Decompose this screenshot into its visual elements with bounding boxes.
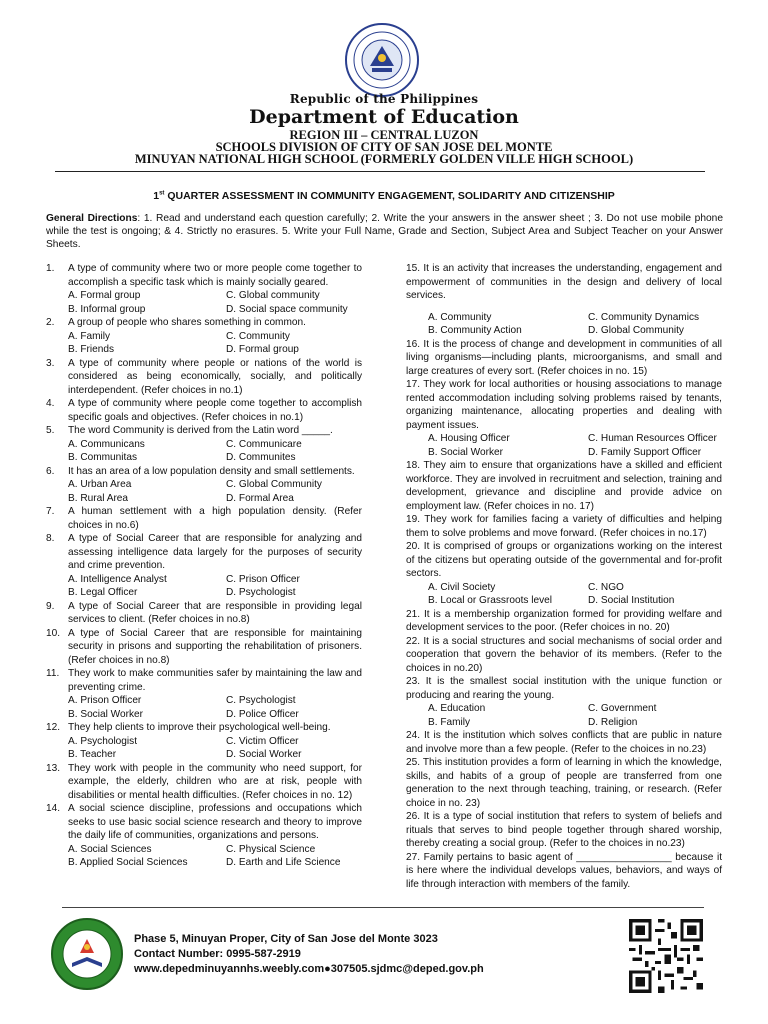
choice-option: D. Communites (226, 452, 296, 463)
choice-option: C. Community (226, 330, 290, 342)
header-divider (55, 171, 705, 172)
choice-option: A. Intelligence Analyst (68, 573, 167, 585)
choices-12-row-1 (46, 735, 362, 749)
choices-15-row-2: B. Community Action D. Global Community (428, 325, 684, 336)
choice-option: B. Legal Officer (68, 587, 138, 598)
choice-option: D. Psychologist (226, 587, 296, 598)
question-number: 8. (46, 533, 55, 544)
question-text: A type of community where people come together to accomplish specific goals and objectives. (Refer choices in no.1) (68, 398, 362, 423)
choice-option: C. Global community (226, 290, 320, 301)
choice-option: B. Informal group (68, 303, 146, 315)
footer-divider (62, 907, 704, 908)
choices-20-row-1: A. Civil Society C. NGO (428, 581, 624, 593)
question-number: 14. (46, 803, 61, 814)
question-number: 3. (46, 357, 55, 369)
question-18: 18. They aim to ensure that organizations have a skilled and efficient workforce. They are involved in recruitment and selection, training and development, grievance and discipline and provide advice on employment law. (Refer choices in no. 17) (406, 460, 722, 512)
question-17: 17. They work for local authorities or housing associations to manage rented accommodation including solving problems raised by tenants, organizing maintenance, allocating properties and dealing with payment issues. (406, 379, 722, 431)
question-number: 2. (46, 317, 55, 328)
choices-1-row-1 (46, 289, 362, 303)
question-11 (46, 667, 362, 694)
question-8 (46, 532, 362, 573)
question-10 (46, 627, 362, 668)
question-number: 4. (46, 398, 55, 409)
question-26: 26. It is a type of social institution that refers to system of beliefs and rituals that serves to bind people together through shared worship, thereby creating a social group. (Refer to the choices in no.23) (406, 811, 722, 849)
question-text: They work to make communities safer by maintaining the law and preventing crime. (68, 668, 362, 693)
question-7 (46, 505, 362, 532)
choice-option: C. Victim Officer (226, 735, 299, 747)
right-question-column (406, 262, 722, 891)
choice-option: A. Formal group (68, 290, 141, 301)
choice-option: D. Formal group (226, 344, 299, 355)
question-24: 24. It is the institution which solves conflicts that are public in nature and involve more than a few people. (Refer to the choices in no.23) (406, 730, 722, 755)
choices-11-row-2 (46, 708, 362, 722)
choices-20-row-2: B. Local or Grassroots level D. Social Institution (428, 595, 675, 606)
school-logo-icon (50, 917, 124, 991)
question-14 (46, 802, 362, 843)
question-1 (46, 262, 362, 289)
choice-option: B. Friends (68, 344, 114, 355)
question-5 (46, 424, 362, 438)
question-20: 20. It is comprised of groups or organizations working on the interest of the citizens but operating outside of the governmental and for-profit sectors. (406, 541, 722, 579)
choice-option: B. Applied Social Sciences (68, 857, 188, 868)
choices-14-row-2 (46, 856, 362, 870)
choice-option: A. Prison Officer (68, 695, 142, 706)
choices-5-row-1 (46, 438, 362, 452)
question-22: 22. It is a social structures and social mechanisms of social order and cooperation that govern the behavior of its members. (Refer to the choices in no.20) (406, 635, 722, 674)
choice-option: B. Rural Area (68, 492, 129, 504)
question-2 (46, 316, 362, 330)
choice-option: A. Family (68, 330, 111, 342)
choices-17-row-1: A. Housing Officer C. Human Resources Officer (428, 433, 717, 444)
question-4 (46, 397, 362, 424)
choice-option: A. Communicans (68, 438, 145, 450)
choice-option: B. Communitas (68, 452, 137, 463)
choices-15-row-1: A. Community C. Community Dynamics (428, 311, 700, 323)
question-12 (46, 721, 362, 735)
question-23: 23. It is the smallest social institution with the unique function or producing and rearing the young. (406, 676, 722, 701)
choices-1-row-2 (46, 303, 362, 317)
question-number: 12. (46, 722, 61, 733)
question-text: A type of Social Career that are responsible for analyzing and assessing intelligence data largely for the purposes of security and crime prevention. (68, 533, 362, 571)
left-question-column (46, 262, 362, 870)
question-16: 16. It is the process of change and development in communities of all living organisms—including plants, microorganisms, and small and large creatures of every sort. (Refer choices in no. 15) (406, 338, 722, 377)
question-number: 13. (46, 762, 61, 774)
question-text: A type of Social Career that are responsible in providing legal services to client. (Refer choices in no.8) (68, 600, 362, 625)
choice-option: C. Communicare (226, 438, 302, 450)
question-text: A group of people who shares something in common. (68, 317, 306, 328)
choices-6-row-2 (46, 492, 362, 506)
division-heading: SCHOOLS DIVISION OF CITY OF SAN JOSE DEL MONTE (215, 140, 553, 154)
footer-address: Phase 5, Minuyan Proper, City of San Jose del Monte 3023 (134, 933, 438, 945)
choice-option: D. Police Officer (226, 708, 299, 720)
question-9 (46, 600, 362, 627)
school-heading: MINUYAN NATIONAL HIGH SCHOOL (FORMERLY GOLDEN VILLE HIGH SCHOOL) (134, 152, 634, 166)
choices-23-row-2: B. Family D. Religion (428, 716, 638, 728)
question-text: A social science discipline, professions and occupations which seeks to use basic social science research and theory to improve the daily life of communities, organizations and persons. (68, 803, 362, 841)
question-number: 9. (46, 600, 55, 612)
choice-option: A. Psychologist (68, 735, 138, 747)
question-text: A type of community where two or more people come together to accomplish a specific task which is mainly socially geared. (68, 263, 362, 288)
choice-option: D. Formal Area (226, 492, 294, 504)
choice-option: C. Global Community (226, 479, 322, 490)
question-text: They work with people in the community who need support, for example, the elderly, children who are at risk, people with disabilities or mental health difficulties. (Refer choices in no. 12) (68, 762, 362, 801)
choice-option: D. Social space community (226, 303, 348, 315)
choices-8-row-2 (46, 586, 362, 600)
question-number: 5. (46, 425, 55, 436)
footer-contact: Contact Number: 0995-587-2919 (134, 948, 301, 960)
department-heading: Department of Education (249, 106, 519, 128)
question-text: A type of Social Career that are responsible for maintaining security in prisons and supporting the rehabilitation of prisoners. (Refer choices in no.8) (68, 627, 362, 666)
region-heading: REGION III – CENTRAL LUZON (289, 128, 479, 142)
choice-option: C. Prison Officer (226, 573, 300, 585)
choice-option: C. Psychologist (226, 695, 296, 706)
question-13 (46, 762, 362, 803)
choice-option: A. Urban Area (68, 479, 132, 490)
choices-2-row-2 (46, 343, 362, 357)
assessment-title: 1st QUARTER ASSESSMENT IN COMMUNITY ENGAGEMENT, SOLIDARITY AND CITIZENSHIP (153, 190, 615, 202)
choice-option: D. Social Worker (226, 749, 302, 760)
question-6 (46, 465, 362, 479)
qr-code-icon (626, 916, 706, 996)
question-3 (46, 357, 362, 398)
choice-option: B. Teacher (68, 749, 117, 760)
question-number: 6. (46, 465, 55, 477)
question-number: 1. (46, 263, 55, 274)
question-number: 10. (46, 627, 61, 639)
choice-option: B. Social Worker (68, 708, 143, 720)
republic-heading: Republic of the Philippines (289, 92, 479, 106)
choice-option: C. Physical Science (226, 843, 316, 855)
question-number: 7. (46, 506, 55, 517)
choices-2-row-1 (46, 330, 362, 344)
choice-option: A. Social Sciences (68, 843, 152, 855)
question-number: 11. (46, 668, 60, 679)
choices-6-row-1 (46, 478, 362, 492)
question-15: 15. It is an activity that increases the understanding, engagement and empowerment of communities in the design and delivery of local services. (406, 263, 722, 301)
question-text: A type of community where people or nations of the world is considered as being economically, socially, and politically interdependent. (Refer choices in no.1) (68, 357, 362, 396)
choice-option: D. Earth and Life Science (226, 857, 341, 868)
deped-seal-icon (344, 22, 420, 98)
choices-14-row-1 (46, 843, 362, 857)
choices-8-row-1 (46, 573, 362, 587)
question-27: 27. Family pertains to basic agent of _________________ because it is here where the individual develops values, behaviors, and ways of life through interaction with members of the family. (406, 851, 722, 890)
choices-11-row-1 (46, 694, 362, 708)
choices-5-row-2 (46, 451, 362, 465)
general-directions: General Directions: 1. Read and understand each question carefully; 2. Write the your answers in the answer sheet ; 3. Do not use mobile phone while the test is ongoing; & 4. Strictly no erasures. 5. Write your Full Name, Grade and Section, Subject Area and Subject Teacher on your Answer Sheets. (46, 213, 723, 251)
question-text: They help clients to improve their psychological well-being. (68, 722, 331, 733)
question-text: A human settlement with a high population density. (Refer choices in no.6) (68, 506, 362, 531)
footer-web-email: www.depedminuyannhs.weebly.com●307505.sjdmc@deped.gov.ph (134, 963, 484, 975)
choices-12-row-2 (46, 748, 362, 762)
question-text: The word Community is derived from the Latin word _____. (68, 425, 333, 436)
choices-17-row-2: B. Social Worker D. Family Support Officer (428, 446, 702, 458)
question-25: 25. This institution provides a form of learning in which the knowledge, skills, and habits of a group of people are transferred from one generation to the next through teaching, training, or research. (Refer choice in no. 23) (406, 757, 722, 809)
choices-23-row-1: A. Education C. Government (428, 703, 657, 714)
question-21: 21. It is a membership organization formed for providing welfare and development services to the poor. (Refer choices in no. 20) (406, 608, 722, 633)
question-19: 19. They work for families facing a variety of difficulties and helping them to solve problems and move forward. (Refer choices in no.17) (406, 514, 722, 539)
question-text: It has an area of a low population density and small settlements. (68, 465, 355, 477)
